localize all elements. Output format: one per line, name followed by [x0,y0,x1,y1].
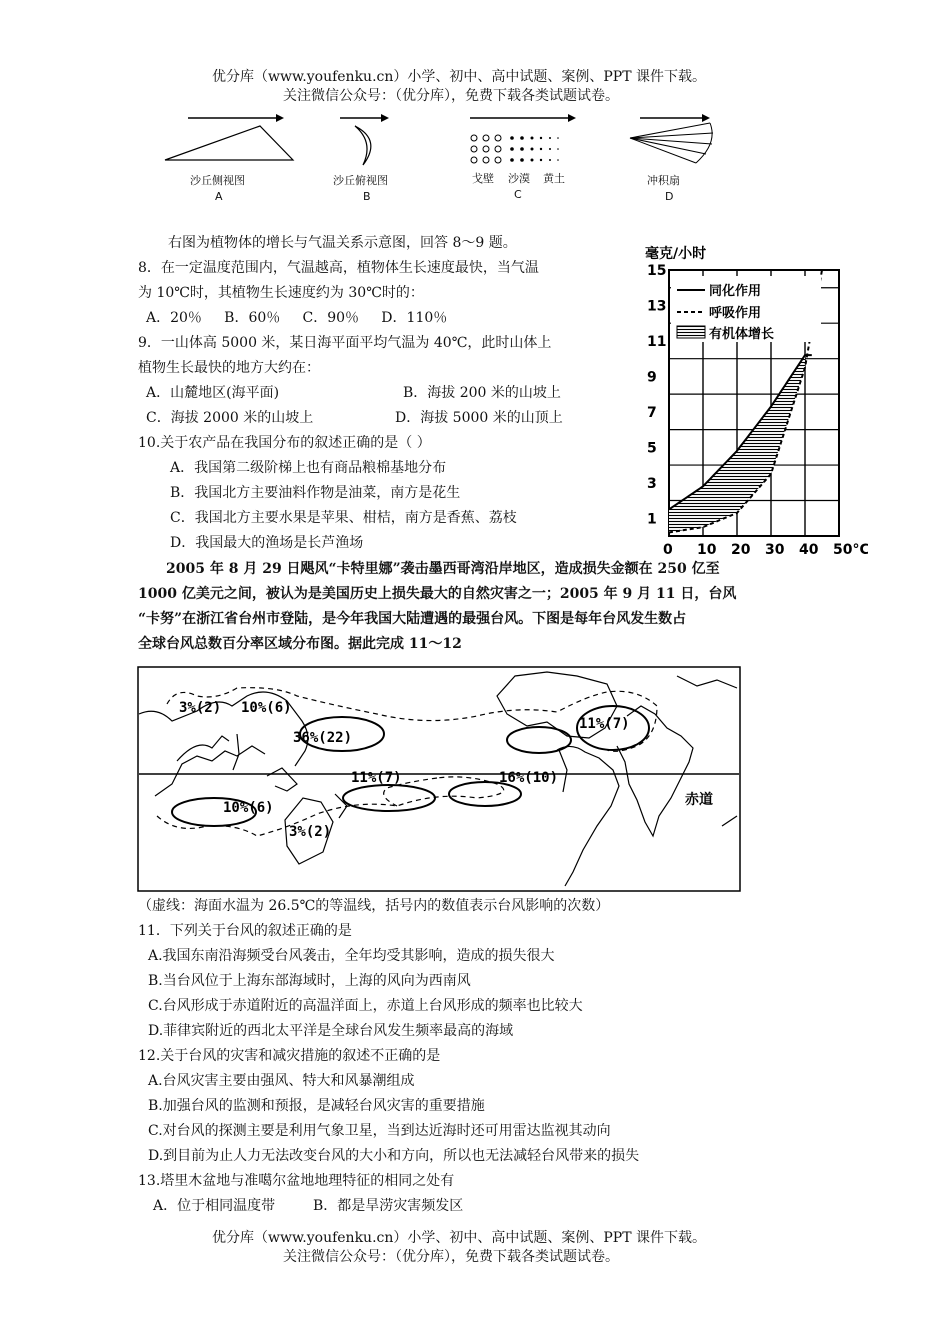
map-label-bay-of-bengal: 10%(6) [241,700,292,716]
q8-stem-1: 8．在一定温度范围内，气温越高，植物体生长速度最快，当气温 [138,260,539,276]
map-equator-label: 赤道 [685,792,713,808]
map-caption: （虚线：海面水温为 26.5℃的等温线，括号内的数值表示台风影响的次数） [138,898,610,914]
landform-d-label: 冲积扇 [647,174,680,187]
q11-option-b: B.当台风位于上海东部海域时，上海的风向为西南风 [148,973,471,989]
q10-option-b: B．我国北方主要油料作物是油菜，南方是花生 [170,485,461,501]
footer-line-2: 关注微信公众号：（优分库），免费下载各类试题试卷。 [283,1249,619,1265]
map-label-australia: 3%(2) [289,824,332,840]
q8-options: A．20％ B．60％ C．90％ D．110％ [146,310,448,326]
chart-y-tick-label: 15 [647,263,667,279]
chart-y-tick-label: 7 [647,404,657,421]
q9-stem-2: 植物生长最快的地方大约在： [138,360,320,376]
chart-y-tick-label: 5 [647,440,657,457]
chart-x-tick-label: 20 [731,542,751,556]
q9-option-a: A．山麓地区(海平面) [146,385,280,401]
map-label-east-pacific: 16%(10) [499,770,559,786]
legend-respiration: 呼吸作用 [709,306,762,321]
q12-stem: 12.关于台风的灾害和减灾措施的叙述不正确的是 [138,1048,441,1064]
landform-d-letter: D [665,190,674,203]
typhoon-map-svg [137,666,741,892]
map-label-northeast-pacific: 11%(7) [351,770,402,786]
q11-option-d: D.菲律宾附近的西北太平洋是全球台风发生频率最高的海域 [148,1023,514,1039]
map-label-south-indian: 10%(6) [223,800,274,816]
q12-option-d: D.到目前为止人力无法改变台风的大小和方向，所以也无法减轻台风带来的损失 [148,1148,640,1164]
chart-y-tick-label: 11 [647,333,667,350]
typhoon-world-map [137,666,741,892]
landform-c-label-3: 黄土 [543,172,565,185]
typhoon-intro-2: 1000 亿美元之间，被认为是美国历史上损失最大的自然灾害之一；2005 年 9 月 11 日，台风 [138,586,737,602]
chart-x-tick-label: 30 [765,542,785,556]
map-label-north-atlantic: 11%(7) [579,716,630,732]
q13-option-a: A．位于相同温度带 [153,1198,276,1214]
landform-b-letter: B [363,190,371,203]
map-label-northwest-pacific: 36%(22) [293,730,353,746]
chart-y-tick-label: 3 [647,475,657,492]
q10-option-a: A．我国第二级阶梯上也有商品粮棉基地分布 [170,460,447,476]
landform-c-label-2: 沙漠 [508,172,530,185]
map-label-north-indian-west: 3%(2) [179,700,222,716]
q9-option-d: D．海拔 5000 米的山顶上 [395,410,563,426]
typhoon-intro-1: 2005 年 8 月 29 日飓风“卡特里娜”袭击墨西哥湾沿岸地区，造成损失金额在 250 亿至 [166,561,720,577]
header-line-1: 优分库（www.youfenku.cn）小学、初中、高中试题、案例、PPT 课件下载。 [212,69,707,85]
footer-line-1: 优分库（www.youfenku.cn）小学、初中、高中试题、案例、PPT 课件下载。 [212,1230,707,1246]
landform-a-label: 沙丘侧视图 [190,174,245,187]
landform-b-label: 沙丘俯视图 [333,174,388,187]
landform-figures [160,108,730,208]
chart-y-tick-label: 13 [647,298,667,315]
plants-intro: 右图为植物体的增长与气温关系示意图，回答 8～9 题。 [168,235,517,251]
landform-c-label-1: 戈壁 [472,172,494,185]
q10-stem: 10.关于农产品在我国分布的叙述正确的是（ ） [138,435,431,451]
q8-stem-2: 为 10℃时，其植物生长速度约为 30℃时的： [138,285,424,301]
chart-x-tick-label: 10 [697,542,717,556]
chart-x-tick-label: 40 [799,542,819,556]
chart-y-tick-label: 1 [647,511,657,528]
plant-growth-chart-svg [633,238,868,556]
legend-hatch-swatch [677,326,705,338]
legend-growth: 有机体增长 [709,327,775,342]
q12-option-c: C.对台风的探测主要是利用气象卫星，当到达近海时还可用雷达监视其动向 [148,1123,611,1139]
chart-unit-label: 毫克/小时 [645,246,707,262]
q11-option-a: A.我国东南沿海频受台风袭击，全年均受其影响，造成的损失很大 [148,948,555,964]
chart-x-tick-label: 50°C [833,542,868,556]
q9-stem-1: 9．一山体高 5000 米，某日海平面平均气温为 40℃，此时山体上 [138,335,552,351]
chart-y-tick-label: 9 [647,369,657,386]
plant-growth-chart [633,238,868,556]
q12-option-a: A.台风灾害主要由强风、特大和风暴潮组成 [148,1073,415,1089]
q11-stem: 11．下列关于台风的叙述正确的是 [138,923,352,939]
chart-x-tick-label: 0 [663,542,673,556]
q12-option-b: B.加强台风的监测和预报，是减轻台风灾害的重要措施 [148,1098,485,1114]
q10-option-d: D．我国最大的渔场是长芦渔场 [170,535,364,551]
typhoon-intro-3: “卡努”在浙江省台州市登陆，是今年我国大陆遭遇的最强台风。下图是每年台风发生数占 [138,611,687,627]
chart-x-ticks [663,542,868,556]
landform-a-letter: A [215,190,223,203]
legend-assimilation: 同化作用 [709,284,762,299]
q11-option-c: C.台风形成于赤道附近的高温洋面上，赤道上台风形成的频率也比较大 [148,998,583,1014]
header-line-2: 关注微信公众号：（优分库），免费下载各类试题试卷。 [283,88,619,104]
q13-option-b: B．都是旱涝灾害频发区 [313,1198,464,1214]
q13-stem: 13.塔里木盆地与准噶尔盆地地理特征的相同之处有 [138,1173,455,1189]
landform-c-letter: C [514,188,522,201]
chart-y-ticks [647,263,666,527]
landform-figure-drawings [160,108,730,208]
q10-option-c: C．我国北方主要水果是苹果、柑桔，南方是香蕉、荔枝 [170,510,517,526]
q9-option-b: B．海拔 200 米的山坡上 [403,385,561,401]
chart-legend [671,276,821,342]
typhoon-intro-4: 全球台风总数百分率区域分布图。据此完成 11～12 [138,636,462,652]
q9-option-c: C．海拔 2000 米的山坡上 [146,410,314,426]
